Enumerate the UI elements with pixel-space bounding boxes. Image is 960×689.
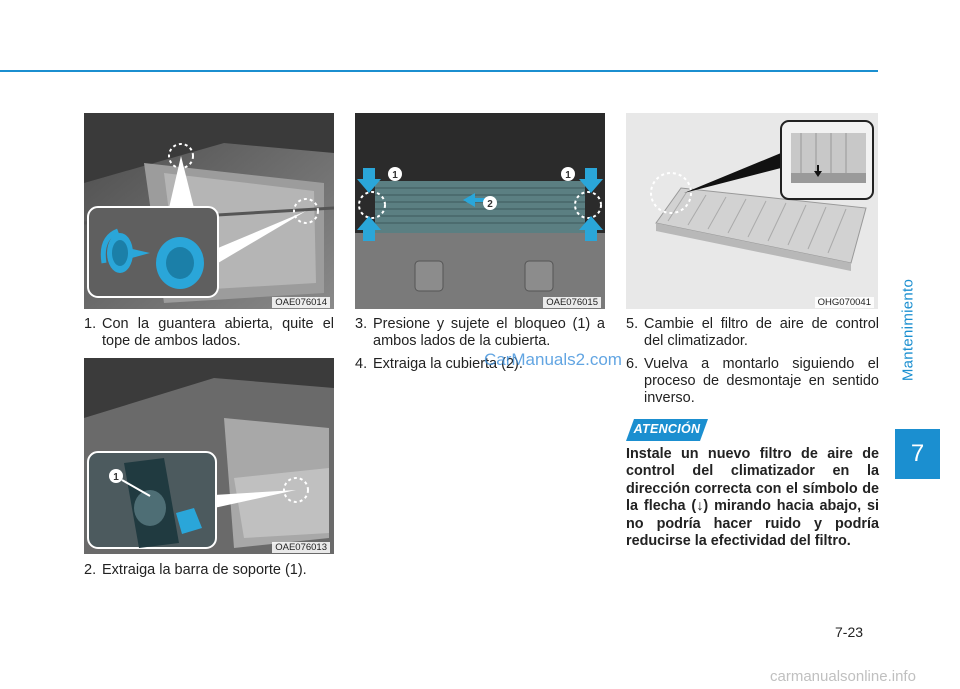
page-number: 7-23 [835, 624, 864, 640]
step-6: 6. Vuelva a montarlo siguiendo el proceso de desmontaje en sentido inverso. [626, 356, 879, 406]
figure-code: OAE076015 [543, 297, 601, 308]
header-rule [0, 70, 878, 72]
figure-code: OAE076014 [272, 297, 330, 308]
figure-code: OHG070041 [815, 297, 874, 308]
step-3: 3. Presione y sujete el bloqueo (1) a ambos lados de la cubierta. [355, 316, 605, 349]
notice-text: Instale un nuevo filtro de aire de control del climatizador en la dirección correcta con el símbolo de la flecha (↓) mirando hacia abajo, si no podría hacer ruido y podría reducirse la efectividad del filtro. [626, 446, 879, 550]
watermark-footer: carmanualsonline.info [770, 668, 916, 685]
step-4: 4. Extraiga la cubierta (2). [355, 356, 523, 372]
callout-1-left: 1 [392, 170, 398, 181]
chapter-side-label: Mantenimiento [899, 278, 917, 381]
watermark-overlay: CarManuals2.com [484, 350, 622, 369]
figure-air-filter [626, 113, 878, 309]
instructions-col3 [626, 316, 879, 413]
step-1: 1. Con la guantera abierta, quite el tope de ambos lados. [84, 316, 334, 349]
step-5: 5. Cambie el filtro de aire de control del climatizador. [626, 316, 879, 349]
instructions-col1-bottom [84, 562, 334, 585]
chapter-number-tab: 7 [895, 429, 940, 479]
figure-filter-cover [355, 113, 605, 309]
callout-2: 2 [487, 199, 493, 210]
figure-support-bar [84, 358, 334, 554]
callout-1: 1 [113, 472, 119, 483]
notice-badge: ATENCIÓN [626, 419, 708, 441]
step-2: 2. Extraiga la barra de soporte (1). [84, 562, 307, 578]
figure-glovebox-stopper [84, 113, 334, 309]
figure-code: OAE076013 [272, 542, 330, 553]
callout-1-right: 1 [565, 170, 571, 181]
instructions-col1-top [84, 316, 334, 356]
